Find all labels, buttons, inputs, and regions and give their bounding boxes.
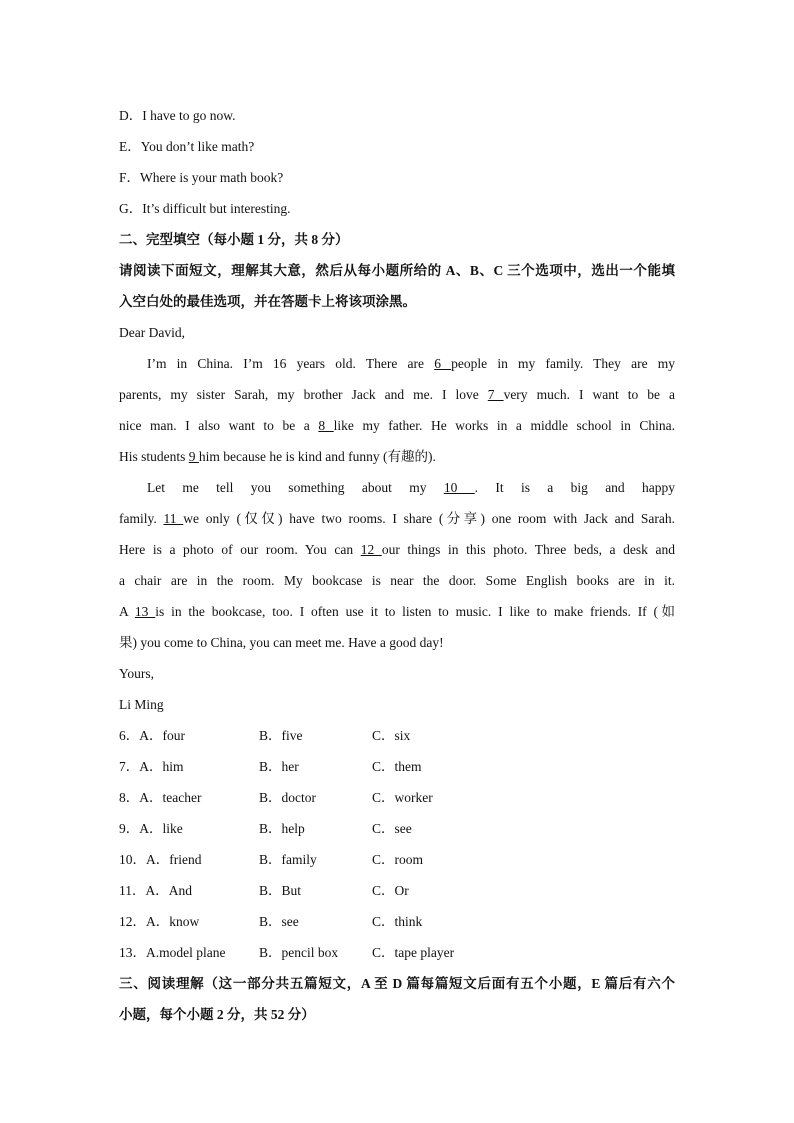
- text-line: [119, 472, 675, 503]
- text-segment: . It is a big and happy: [474, 480, 675, 495]
- text-segment: a chair are in the room. My bookcase is near the door. Some English books are in it.: [119, 573, 675, 588]
- text-segment: is in the bookcase, too. I often use it to listen to music. I like to make friends. If (如: [155, 604, 675, 619]
- blank-8: 8: [318, 418, 334, 433]
- option-b: B．pencil box: [259, 945, 339, 960]
- question-row: [119, 782, 675, 813]
- text-segment: him because he is kind and funny (有趣的).: [198, 449, 436, 464]
- option-f: F．Where is your math book?: [119, 170, 284, 185]
- letter-signature: Li Ming: [119, 697, 164, 712]
- option-a: 13．A.model plane: [119, 945, 226, 960]
- letter-paragraph-1: [119, 348, 675, 472]
- text-line: [119, 596, 675, 627]
- option-c: C．six: [372, 728, 411, 743]
- option-d: D．I have to go now.: [119, 108, 236, 123]
- letter-closing: Yours,: [119, 666, 155, 681]
- option-a: 8．A．teacher: [119, 790, 202, 805]
- text-segment: 果) you come to China, you can meet me. Have a good day!: [119, 635, 444, 650]
- text-line: [119, 348, 675, 379]
- text-segment: like my father. He works in a middle school in China.: [333, 418, 675, 433]
- text-line: [119, 627, 675, 658]
- blank-9: 9: [188, 449, 199, 464]
- text-segment: parents, my sister Sarah, my brother Jack and me. I love: [119, 387, 488, 402]
- option-b: B．her: [259, 759, 299, 774]
- question-row: [119, 751, 675, 782]
- blank-6: 6: [434, 356, 452, 371]
- question-row: [119, 813, 675, 844]
- option-c: C．see: [372, 821, 412, 836]
- option-a: 12．A．know: [119, 914, 200, 929]
- text-segment: people in my family. They are my: [451, 356, 675, 371]
- section2-instruction-cont: 入空白处的最佳选项，并在答题卡上将该项涂黑。: [119, 294, 416, 309]
- letter-paragraph-2: [119, 472, 675, 658]
- letter-greeting: Dear David,: [119, 325, 185, 340]
- text-segment: our things in this photo. Three beds, a desk and: [381, 542, 675, 557]
- option-g: G．It’s difficult but interesting.: [119, 201, 291, 216]
- text-segment: His students: [119, 449, 189, 464]
- text-line: [119, 410, 675, 441]
- text-line: [119, 379, 675, 410]
- option-e: E．You don’t like math?: [119, 139, 255, 154]
- text-segment: very much. I want to be a: [503, 387, 675, 402]
- blank-11: 11: [163, 511, 184, 526]
- option-c: C．them: [372, 759, 422, 774]
- question-row: [119, 844, 675, 875]
- text-segment: Let me tell you something about my: [147, 480, 444, 495]
- text-segment: family.: [119, 511, 164, 526]
- question-row: [119, 906, 675, 937]
- question-list: [119, 720, 675, 968]
- question-row: [119, 937, 675, 968]
- section2-heading: 二、完型填空（每小题 1 分，共 8 分）: [119, 232, 349, 247]
- question-row: [119, 875, 675, 906]
- text-line: [119, 565, 675, 596]
- blank-12: 12: [360, 542, 382, 557]
- text-line: [119, 503, 675, 534]
- option-b: B．see: [259, 914, 299, 929]
- option-a: 10．A．friend: [119, 852, 202, 867]
- text-segment: nice man. I also want to be a: [119, 418, 319, 433]
- option-c: C．think: [372, 914, 423, 929]
- text-segment: we only (仅仅) have two rooms. I share (分享) one room with Jack and Sarah.: [183, 511, 675, 526]
- section2-instruction: 请阅读下面短文，理解其大意，然后从每小题所给的 A、B、C 三个选项中，选出一个能填: [119, 263, 675, 278]
- option-a: 9．A．like: [119, 821, 183, 836]
- option-a: 6．A．four: [119, 728, 185, 743]
- option-c: C．tape player: [372, 945, 455, 960]
- option-b: B．doctor: [259, 790, 316, 805]
- blank-10: 10: [443, 480, 475, 495]
- text-segment: Here is a photo of our room. You can: [119, 542, 361, 557]
- question-row: [119, 720, 675, 751]
- option-c: C．room: [372, 852, 424, 867]
- document-page: [119, 100, 675, 1030]
- blank-13: 13: [134, 604, 156, 619]
- text-segment: I’m in China. I’m 16 years old. There are: [147, 356, 435, 371]
- option-b: B．family: [259, 852, 317, 867]
- option-c: C．Or: [372, 883, 409, 898]
- text-line: [119, 534, 675, 565]
- text-line: [119, 441, 675, 472]
- option-a: 7．A．him: [119, 759, 184, 774]
- option-c: C．worker: [372, 790, 433, 805]
- option-b: B．help: [259, 821, 305, 836]
- section3-heading: 三、阅读理解（这一部分共五篇短文，A 至 D 篇每篇短文后面有五个小题，E 篇后有六个: [119, 976, 675, 991]
- option-b: B．But: [259, 883, 302, 898]
- blank-7: 7: [487, 387, 504, 402]
- option-a: 11．A．And: [119, 883, 192, 898]
- text-segment: A: [119, 604, 135, 619]
- section3-heading-cont: 小题，每个小题 2 分，共 52 分）: [119, 1007, 315, 1022]
- option-b: B．five: [259, 728, 303, 743]
